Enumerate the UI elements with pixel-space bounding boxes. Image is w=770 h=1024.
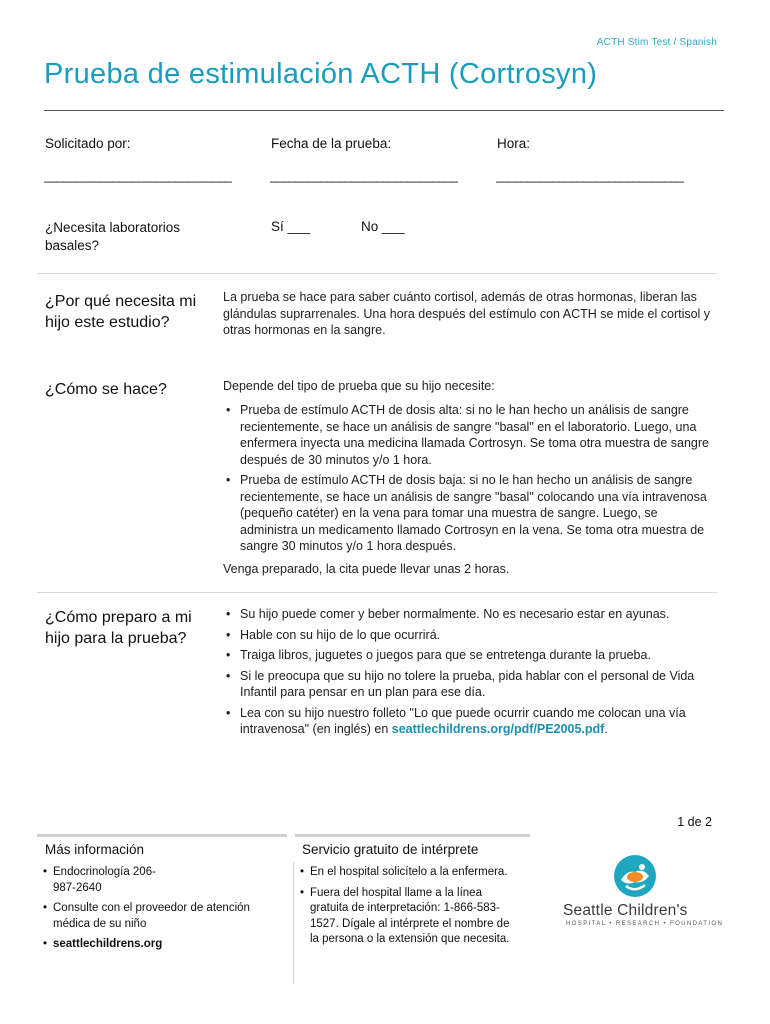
section-divider [37, 273, 717, 274]
seattle-childrens-logo-icon [612, 853, 658, 899]
brochure-link[interactable]: seattlechildrens.org/pdf/PE2005.pdf [391, 722, 605, 736]
interpreter-list [300, 865, 515, 953]
requested-by-field[interactable]: ______________________________ [44, 168, 231, 183]
how-closing: Venga preparado, la cita puede llevar unas 2 horas. [223, 562, 510, 576]
more-info-heading: Más información [45, 842, 145, 857]
title-divider [44, 110, 724, 111]
no-option[interactable]: No ___ [361, 219, 405, 234]
list-item: • Endocrinología 206-987-2640 [43, 865, 163, 896]
yes-option[interactable]: Sí ___ [271, 219, 311, 234]
footer-divider [295, 834, 530, 837]
list-item: • Fuera del hospital llame a la línea gratuita de interpretación: 1-866-583-1527. Dígale al intérprete el nombre de la persona o la extensión que necesita. [300, 886, 515, 948]
logo-name: Seattle Children's [563, 902, 688, 919]
time-field[interactable]: ______________________________ [496, 168, 683, 183]
list-item: • Consulte con el proveedor de atención médica de su niño [43, 901, 288, 932]
test-date-label: Fecha de la prueba: [271, 136, 392, 151]
how-intro: Depende del tipo de prueba que su hijo necesite: [223, 379, 495, 393]
list-item: • Prueba de estímulo ACTH de dosis alta: si no le han hecho un análisis de sangre recientemente, se hace un análisis de sangre "basal" en el laboratorio. Luego, una enfermera inyecta una medicina llamada Cortrosyn. Se toma otra muestra de sangre después de 30 minutos y/o 1 hora. [223, 402, 715, 468]
requested-by-label: Solicitado por: [45, 136, 131, 151]
why-heading: ¿Por qué necesita mi hijo este estudio? [45, 293, 197, 331]
logo-subtitle: HOSPITAL • RESEARCH • FOUNDATION [566, 921, 724, 927]
baseline-labs-question: ¿Necesita laboratorios basales? [45, 220, 181, 253]
page-number: 1 de 2 [677, 815, 712, 829]
list-item: • Hable con su hijo de lo que ocurrirá. [223, 627, 715, 644]
list-item: • Traiga libros, juguetes o juegos para que se entretenga durante la prueba. [223, 647, 715, 664]
list-item [223, 705, 715, 738]
prepare-heading: ¿Cómo preparo a mi hijo para la prueba? [45, 609, 192, 647]
list-item [43, 937, 288, 953]
brochure-end: . [604, 722, 608, 736]
list-item: • Prueba de estímulo ACTH de dosis baja: si no le han hecho un análisis de sangre recientemente, se hace un análisis de sangre "basal" colocando una vía intravenosa (pequeño catéter) en la vena para tomar una muestra de sangre. Luego, se administra un medicamento llamado Cortrosyn en la vena. Se toma otra muestra de sangre 30 minutos y/o 1 hora después. [223, 472, 715, 555]
brochure-text: Lea con su hijo nuestro folleto "Lo que puede ocurrir cuando me colocan una vía intravenosa" (en inglés) en [240, 705, 686, 736]
time-label: Hora: [497, 136, 531, 151]
list-item: • Si le preocupa que su hijo no tolere la prueba, pida hablar con el personal de Vida Infantil para pensar en un plan para ese día. [223, 668, 715, 701]
page-title: Prueba de estimulación ACTH (Cortrosyn) [44, 58, 598, 90]
prepare-bullet-list [223, 606, 715, 742]
document-tag: ACTH Stim Test / Spanish [596, 37, 717, 48]
why-text: La prueba se hace para saber cuánto cortisol, además de otras hormonas, liberan las glándulas suprarrenales. Una hora después del estímulo con ACTH se mide el cortisol y otras hormonas en la sangre. [223, 290, 711, 337]
test-date-field[interactable]: ______________________________ [270, 168, 457, 183]
footer-vertical-divider [293, 862, 294, 984]
footer-divider [37, 834, 287, 837]
how-bullet-list [223, 402, 715, 559]
list-item: • En el hospital solicítelo a la enfermera. [300, 865, 515, 881]
how-heading: ¿Cómo se hace? [45, 381, 167, 398]
interpreter-heading: Servicio gratuito de intérprete [302, 842, 479, 857]
website-link[interactable]: seattlechildrens.org [53, 938, 163, 950]
list-item: • Su hijo puede comer y beber normalmente. No es necesario estar en ayunas. [223, 606, 715, 623]
section-divider [37, 592, 717, 593]
more-info-list [43, 865, 288, 958]
